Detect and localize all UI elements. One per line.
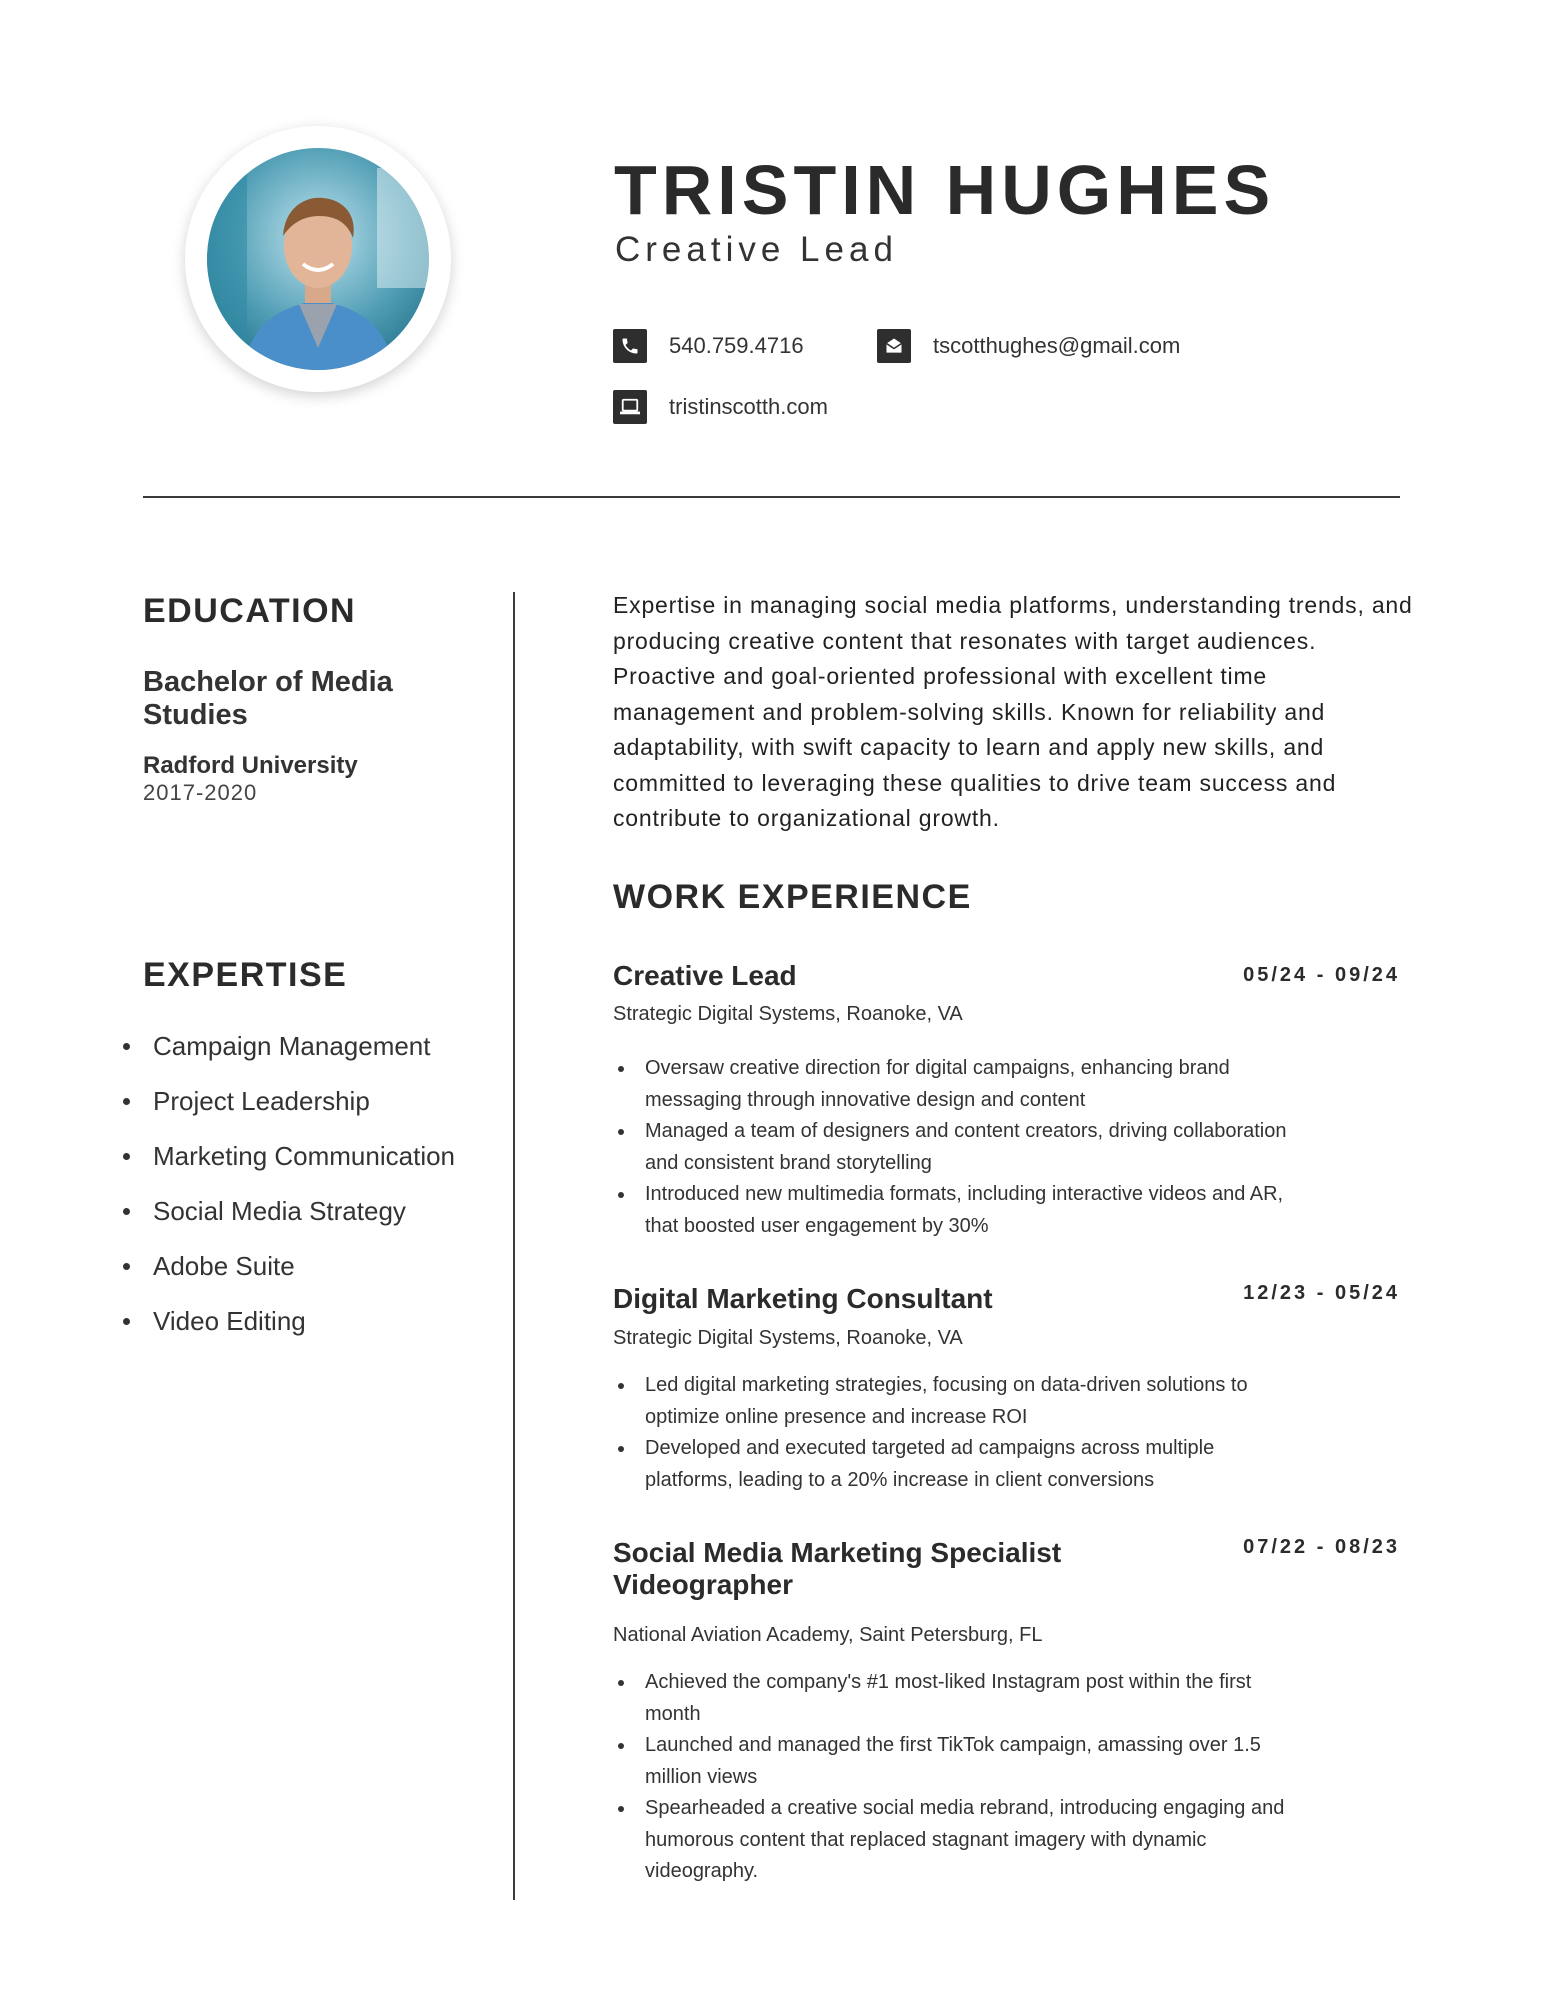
expertise-item: Video Editing [120, 1301, 455, 1356]
job-bullet: Spearheaded a creative social media rebrand, introducing engaging and humorous content that replaced stagnant imagery with dynamic videography. [613, 1793, 1293, 1888]
phone-icon [613, 329, 647, 363]
envelope-icon [877, 329, 911, 363]
contact-website[interactable] [613, 390, 828, 424]
professional-summary: Expertise in managing social media platforms, understanding trends, and producing creative content that resonates with target audiences. Proactive and goal-oriented professional with excellent time management and problem-solving skills. Known for reliability and adaptability, with swift capacity to learn and apply new skills, and committed to leveraging these qualities to drive team success and contribute to organizational growth. [613, 592, 1413, 831]
job-title: Creative Lead [613, 960, 797, 991]
expertise-item: Adobe Suite [120, 1246, 455, 1301]
contact-phone[interactable] [613, 329, 804, 363]
candidate-name: TRISTIN HUGHES [614, 151, 1276, 229]
job-bullets [613, 1370, 1293, 1496]
education-heading: EDUCATION [143, 592, 357, 630]
job-dates: 07/22 - 08/23 [1243, 1536, 1400, 1558]
header-divider [143, 496, 1400, 498]
job-bullets [613, 1667, 1293, 1888]
education-degree: Bachelor of Media Studies [143, 666, 393, 731]
job-bullet: Introduced new multimedia formats, including interactive videos and AR, that boosted user engagement by 30% [613, 1179, 1293, 1242]
job-bullet: Achieved the company's #1 most-liked Instagram post within the first month [613, 1667, 1293, 1730]
expertise-list [120, 1026, 455, 1356]
job-bullets [613, 1053, 1293, 1242]
profile-photo [207, 148, 429, 370]
job-title: Digital Marketing Consultant [613, 1283, 993, 1314]
phone-number: 540.759.4716 [669, 333, 804, 358]
expertise-heading: EXPERTISE [143, 956, 348, 994]
candidate-role: Creative Lead [615, 230, 898, 269]
job-bullet: Oversaw creative direction for digital campaigns, enhancing brand messaging through innovative design and content [613, 1053, 1293, 1116]
job-title: Social Media Marketing Specialist Videographer [613, 1537, 1062, 1600]
education-years: 2017-2020 [143, 780, 258, 805]
expertise-item: Social Media Strategy [120, 1191, 455, 1246]
email-address: tscotthughes@gmail.com [933, 333, 1181, 358]
job-company: Strategic Digital Systems, Roanoke, VA [613, 1003, 963, 1025]
job-company: Strategic Digital Systems, Roanoke, VA [613, 1327, 963, 1349]
website-url: tristinscotth.com [669, 394, 828, 419]
contact-email[interactable] [877, 329, 1180, 363]
job-bullet: Led digital marketing strategies, focusing on data-driven solutions to optimize online presence and increase ROI [613, 1370, 1293, 1433]
job-company: National Aviation Academy, Saint Petersburg, FL [613, 1624, 1043, 1646]
job-bullet: Developed and executed targeted ad campaigns across multiple platforms, leading to a 20% increase in client conversions [613, 1433, 1293, 1496]
job-dates: 12/23 - 05/24 [1243, 1282, 1400, 1304]
laptop-icon [613, 390, 647, 424]
expertise-item: Project Leadership [120, 1081, 455, 1136]
education-school: Radford University [143, 752, 358, 779]
expertise-item: Marketing Communication [120, 1136, 455, 1191]
job-bullet: Managed a team of designers and content creators, driving collaboration and consistent brand storytelling [613, 1116, 1293, 1179]
expertise-item: Campaign Management [120, 1026, 455, 1081]
column-divider [513, 592, 515, 1900]
job-dates: 05/24 - 09/24 [1243, 964, 1400, 986]
work-experience-heading: WORK EXPERIENCE [613, 878, 972, 916]
job-bullet: Launched and managed the first TikTok campaign, amassing over 1.5 million views [613, 1730, 1293, 1793]
